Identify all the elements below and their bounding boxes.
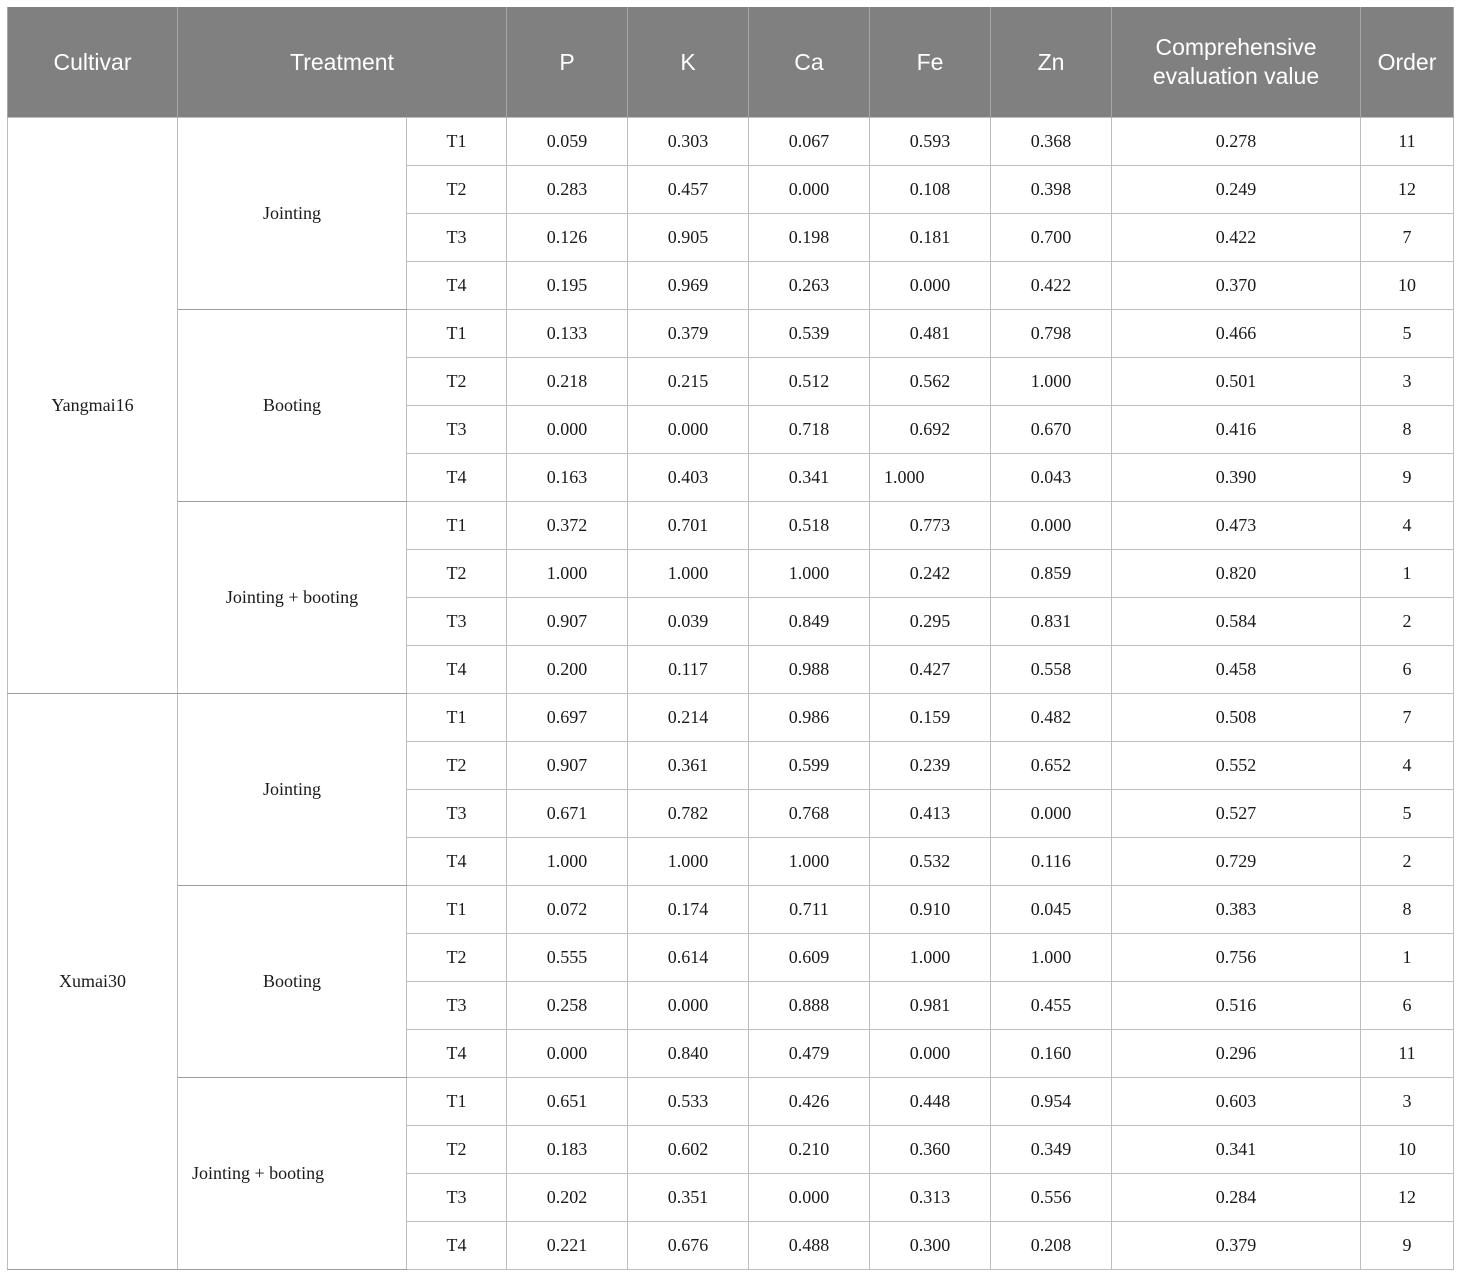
ca-cell: 0.198 bbox=[749, 214, 870, 262]
treatment-stage-cell: Jointing bbox=[178, 118, 407, 310]
ca-cell: 1.000 bbox=[749, 838, 870, 886]
cultivar-cell: Yangmai16 bbox=[8, 118, 178, 694]
table-row bbox=[8, 118, 1454, 166]
zn-cell: 0.652 bbox=[991, 742, 1112, 790]
ca-cell: 0.988 bbox=[749, 646, 870, 694]
order-cell: 1 bbox=[1361, 550, 1454, 598]
zn-cell: 0.700 bbox=[991, 214, 1112, 262]
p-cell: 0.221 bbox=[507, 1222, 628, 1270]
fe-cell: 1.000 bbox=[870, 934, 991, 982]
p-cell: 0.907 bbox=[507, 742, 628, 790]
treatment-level-cell: T4 bbox=[407, 1222, 507, 1270]
treatment-level-cell: T1 bbox=[407, 886, 507, 934]
p-cell: 0.126 bbox=[507, 214, 628, 262]
comprehensive-value-cell: 0.341 bbox=[1112, 1126, 1361, 1174]
table-row bbox=[8, 502, 1454, 550]
table-row bbox=[8, 310, 1454, 358]
treatment-level-cell: T1 bbox=[407, 1078, 507, 1126]
p-cell: 0.163 bbox=[507, 454, 628, 502]
order-cell: 10 bbox=[1361, 262, 1454, 310]
treatment-stage-cell: Booting bbox=[178, 310, 407, 502]
k-cell: 0.000 bbox=[628, 982, 749, 1030]
treatment-level-cell: T1 bbox=[407, 310, 507, 358]
comprehensive-value-cell: 0.603 bbox=[1112, 1078, 1361, 1126]
ca-cell: 0.000 bbox=[749, 166, 870, 214]
treatment-level-cell: T2 bbox=[407, 1126, 507, 1174]
header-comprehensive-evaluation-value: Comprehensive evaluation value bbox=[1112, 7, 1361, 118]
zn-cell: 0.043 bbox=[991, 454, 1112, 502]
treatment-level-cell: T2 bbox=[407, 550, 507, 598]
k-cell: 0.905 bbox=[628, 214, 749, 262]
zn-cell: 0.208 bbox=[991, 1222, 1112, 1270]
order-cell: 5 bbox=[1361, 790, 1454, 838]
ca-cell: 0.000 bbox=[749, 1174, 870, 1222]
fe-cell: 0.532 bbox=[870, 838, 991, 886]
ca-cell: 0.210 bbox=[749, 1126, 870, 1174]
k-cell: 0.351 bbox=[628, 1174, 749, 1222]
k-cell: 0.215 bbox=[628, 358, 749, 406]
fe-cell: 0.295 bbox=[870, 598, 991, 646]
k-cell: 0.117 bbox=[628, 646, 749, 694]
zn-cell: 0.670 bbox=[991, 406, 1112, 454]
ca-cell: 0.067 bbox=[749, 118, 870, 166]
comprehensive-value-cell: 0.466 bbox=[1112, 310, 1361, 358]
comprehensive-value-cell: 0.820 bbox=[1112, 550, 1361, 598]
fe-cell: 0.239 bbox=[870, 742, 991, 790]
treatment-level-cell: T4 bbox=[407, 1030, 507, 1078]
treatment-level-cell: T1 bbox=[407, 502, 507, 550]
ca-cell: 0.488 bbox=[749, 1222, 870, 1270]
treatment-level-cell: T4 bbox=[407, 454, 507, 502]
order-cell: 9 bbox=[1361, 454, 1454, 502]
header-fe: Fe bbox=[870, 7, 991, 118]
order-cell: 2 bbox=[1361, 838, 1454, 886]
zn-cell: 0.954 bbox=[991, 1078, 1112, 1126]
p-cell: 0.907 bbox=[507, 598, 628, 646]
zn-cell: 0.398 bbox=[991, 166, 1112, 214]
ca-cell: 0.888 bbox=[749, 982, 870, 1030]
cultivar-cell: Xumai30 bbox=[8, 694, 178, 1270]
zn-cell: 0.798 bbox=[991, 310, 1112, 358]
fe-cell: 0.981 bbox=[870, 982, 991, 1030]
fe-cell: 0.360 bbox=[870, 1126, 991, 1174]
fe-cell: 0.773 bbox=[870, 502, 991, 550]
table-body bbox=[8, 118, 1454, 1270]
ca-cell: 0.512 bbox=[749, 358, 870, 406]
k-cell: 0.969 bbox=[628, 262, 749, 310]
p-cell: 0.697 bbox=[507, 694, 628, 742]
comprehensive-value-cell: 0.278 bbox=[1112, 118, 1361, 166]
comprehensive-value-cell: 0.473 bbox=[1112, 502, 1361, 550]
p-cell: 0.555 bbox=[507, 934, 628, 982]
treatment-level-cell: T1 bbox=[407, 694, 507, 742]
p-cell: 0.202 bbox=[507, 1174, 628, 1222]
p-cell: 0.258 bbox=[507, 982, 628, 1030]
treatment-level-cell: T2 bbox=[407, 934, 507, 982]
p-cell: 0.671 bbox=[507, 790, 628, 838]
header-k: K bbox=[628, 7, 749, 118]
comprehensive-value-cell: 0.383 bbox=[1112, 886, 1361, 934]
comprehensive-value-cell: 0.552 bbox=[1112, 742, 1361, 790]
order-cell: 5 bbox=[1361, 310, 1454, 358]
fe-cell: 0.300 bbox=[870, 1222, 991, 1270]
order-cell: 12 bbox=[1361, 1174, 1454, 1222]
fe-cell: 0.692 bbox=[870, 406, 991, 454]
k-cell: 0.361 bbox=[628, 742, 749, 790]
order-cell: 6 bbox=[1361, 646, 1454, 694]
zn-cell: 0.831 bbox=[991, 598, 1112, 646]
fe-cell: 0.427 bbox=[870, 646, 991, 694]
treatment-level-cell: T3 bbox=[407, 982, 507, 1030]
order-cell: 11 bbox=[1361, 1030, 1454, 1078]
order-cell: 2 bbox=[1361, 598, 1454, 646]
k-cell: 0.214 bbox=[628, 694, 749, 742]
ca-cell: 0.609 bbox=[749, 934, 870, 982]
treatment-stage-cell: Jointing + booting bbox=[178, 1078, 407, 1270]
p-cell: 0.200 bbox=[507, 646, 628, 694]
order-cell: 12 bbox=[1361, 166, 1454, 214]
k-cell: 0.676 bbox=[628, 1222, 749, 1270]
order-cell: 4 bbox=[1361, 742, 1454, 790]
ca-cell: 1.000 bbox=[749, 550, 870, 598]
fe-cell: 0.159 bbox=[870, 694, 991, 742]
ca-cell: 0.768 bbox=[749, 790, 870, 838]
treatment-level-cell: T3 bbox=[407, 406, 507, 454]
fe-cell: 0.562 bbox=[870, 358, 991, 406]
p-cell: 0.651 bbox=[507, 1078, 628, 1126]
ca-cell: 0.849 bbox=[749, 598, 870, 646]
comprehensive-value-cell: 0.501 bbox=[1112, 358, 1361, 406]
zn-cell: 0.045 bbox=[991, 886, 1112, 934]
k-cell: 0.602 bbox=[628, 1126, 749, 1174]
treatment-level-cell: T3 bbox=[407, 1174, 507, 1222]
treatment-stage-cell: Booting bbox=[178, 886, 407, 1078]
order-cell: 1 bbox=[1361, 934, 1454, 982]
zn-cell: 0.000 bbox=[991, 790, 1112, 838]
p-cell: 0.283 bbox=[507, 166, 628, 214]
order-cell: 7 bbox=[1361, 694, 1454, 742]
zn-cell: 1.000 bbox=[991, 934, 1112, 982]
table-row bbox=[8, 1078, 1454, 1126]
zn-cell: 0.455 bbox=[991, 982, 1112, 1030]
comprehensive-value-cell: 0.390 bbox=[1112, 454, 1361, 502]
k-cell: 0.533 bbox=[628, 1078, 749, 1126]
treatment-level-cell: T3 bbox=[407, 790, 507, 838]
comprehensive-value-cell: 0.422 bbox=[1112, 214, 1361, 262]
order-cell: 4 bbox=[1361, 502, 1454, 550]
treatment-level-cell: T4 bbox=[407, 838, 507, 886]
zn-cell: 1.000 bbox=[991, 358, 1112, 406]
order-cell: 8 bbox=[1361, 406, 1454, 454]
comprehensive-value-cell: 0.729 bbox=[1112, 838, 1361, 886]
zn-cell: 0.556 bbox=[991, 1174, 1112, 1222]
comprehensive-value-cell: 0.756 bbox=[1112, 934, 1361, 982]
order-cell: 11 bbox=[1361, 118, 1454, 166]
zn-cell: 0.368 bbox=[991, 118, 1112, 166]
ca-cell: 0.479 bbox=[749, 1030, 870, 1078]
k-cell: 0.403 bbox=[628, 454, 749, 502]
k-cell: 0.039 bbox=[628, 598, 749, 646]
header-order: Order bbox=[1361, 7, 1454, 118]
header-cultivar: Cultivar bbox=[8, 7, 178, 118]
comprehensive-value-cell: 0.249 bbox=[1112, 166, 1361, 214]
k-cell: 0.303 bbox=[628, 118, 749, 166]
comprehensive-value-cell: 0.516 bbox=[1112, 982, 1361, 1030]
comprehensive-value-cell: 0.379 bbox=[1112, 1222, 1361, 1270]
fe-cell: 0.000 bbox=[870, 262, 991, 310]
treatment-level-cell: T4 bbox=[407, 262, 507, 310]
zn-cell: 0.349 bbox=[991, 1126, 1112, 1174]
k-cell: 1.000 bbox=[628, 550, 749, 598]
header-zn: Zn bbox=[991, 7, 1112, 118]
treatment-level-cell: T2 bbox=[407, 358, 507, 406]
k-cell: 0.379 bbox=[628, 310, 749, 358]
comprehensive-value-cell: 0.458 bbox=[1112, 646, 1361, 694]
ca-cell: 0.263 bbox=[749, 262, 870, 310]
fe-cell: 0.910 bbox=[870, 886, 991, 934]
order-cell: 8 bbox=[1361, 886, 1454, 934]
treatment-level-cell: T2 bbox=[407, 742, 507, 790]
ca-cell: 0.518 bbox=[749, 502, 870, 550]
k-cell: 0.000 bbox=[628, 406, 749, 454]
fe-cell: 0.448 bbox=[870, 1078, 991, 1126]
comprehensive-value-cell: 0.508 bbox=[1112, 694, 1361, 742]
zn-cell: 0.859 bbox=[991, 550, 1112, 598]
ca-cell: 0.711 bbox=[749, 886, 870, 934]
fe-cell: 0.181 bbox=[870, 214, 991, 262]
treatment-level-cell: T3 bbox=[407, 598, 507, 646]
order-cell: 3 bbox=[1361, 358, 1454, 406]
comprehensive-value-cell: 0.416 bbox=[1112, 406, 1361, 454]
fe-cell: 0.000 bbox=[870, 1030, 991, 1078]
fe-cell: 0.313 bbox=[870, 1174, 991, 1222]
p-cell: 0.000 bbox=[507, 1030, 628, 1078]
fe-cell: 0.413 bbox=[870, 790, 991, 838]
ca-cell: 0.599 bbox=[749, 742, 870, 790]
comprehensive-value-cell: 0.370 bbox=[1112, 262, 1361, 310]
p-cell: 0.183 bbox=[507, 1126, 628, 1174]
zn-cell: 0.116 bbox=[991, 838, 1112, 886]
k-cell: 0.782 bbox=[628, 790, 749, 838]
ca-cell: 0.426 bbox=[749, 1078, 870, 1126]
treatment-stage-cell: Jointing + booting bbox=[178, 502, 407, 694]
header-p: P bbox=[507, 7, 628, 118]
header-treatment: Treatment bbox=[178, 7, 507, 118]
fe-cell: 0.108 bbox=[870, 166, 991, 214]
header-ca: Ca bbox=[749, 7, 870, 118]
p-cell: 0.195 bbox=[507, 262, 628, 310]
comprehensive-value-cell: 0.527 bbox=[1112, 790, 1361, 838]
p-cell: 1.000 bbox=[507, 550, 628, 598]
treatment-level-cell: T1 bbox=[407, 118, 507, 166]
p-cell: 0.000 bbox=[507, 406, 628, 454]
k-cell: 0.614 bbox=[628, 934, 749, 982]
table-row bbox=[8, 886, 1454, 934]
k-cell: 0.174 bbox=[628, 886, 749, 934]
order-cell: 3 bbox=[1361, 1078, 1454, 1126]
fe-cell: 1.000 bbox=[870, 454, 991, 502]
zn-cell: 0.558 bbox=[991, 646, 1112, 694]
comprehensive-value-cell: 0.284 bbox=[1112, 1174, 1361, 1222]
ca-cell: 0.718 bbox=[749, 406, 870, 454]
header-row bbox=[8, 7, 1454, 118]
table-row bbox=[8, 694, 1454, 742]
k-cell: 0.840 bbox=[628, 1030, 749, 1078]
fe-cell: 0.242 bbox=[870, 550, 991, 598]
fe-cell: 0.593 bbox=[870, 118, 991, 166]
order-cell: 6 bbox=[1361, 982, 1454, 1030]
order-cell: 7 bbox=[1361, 214, 1454, 262]
zn-cell: 0.422 bbox=[991, 262, 1112, 310]
treatment-stage-cell: Jointing bbox=[178, 694, 407, 886]
treatment-level-cell: T3 bbox=[407, 214, 507, 262]
p-cell: 0.133 bbox=[507, 310, 628, 358]
ca-cell: 0.539 bbox=[749, 310, 870, 358]
k-cell: 0.457 bbox=[628, 166, 749, 214]
zn-cell: 0.482 bbox=[991, 694, 1112, 742]
comprehensive-value-cell: 0.584 bbox=[1112, 598, 1361, 646]
zn-cell: 0.160 bbox=[991, 1030, 1112, 1078]
order-cell: 9 bbox=[1361, 1222, 1454, 1270]
evaluation-table bbox=[7, 7, 1454, 1270]
ca-cell: 0.986 bbox=[749, 694, 870, 742]
ca-cell: 0.341 bbox=[749, 454, 870, 502]
p-cell: 0.372 bbox=[507, 502, 628, 550]
p-cell: 0.072 bbox=[507, 886, 628, 934]
p-cell: 0.218 bbox=[507, 358, 628, 406]
treatment-level-cell: T4 bbox=[407, 646, 507, 694]
p-cell: 0.059 bbox=[507, 118, 628, 166]
p-cell: 1.000 bbox=[507, 838, 628, 886]
fe-cell: 0.481 bbox=[870, 310, 991, 358]
k-cell: 1.000 bbox=[628, 838, 749, 886]
comprehensive-value-cell: 0.296 bbox=[1112, 1030, 1361, 1078]
zn-cell: 0.000 bbox=[991, 502, 1112, 550]
treatment-level-cell: T2 bbox=[407, 166, 507, 214]
order-cell: 10 bbox=[1361, 1126, 1454, 1174]
k-cell: 0.701 bbox=[628, 502, 749, 550]
